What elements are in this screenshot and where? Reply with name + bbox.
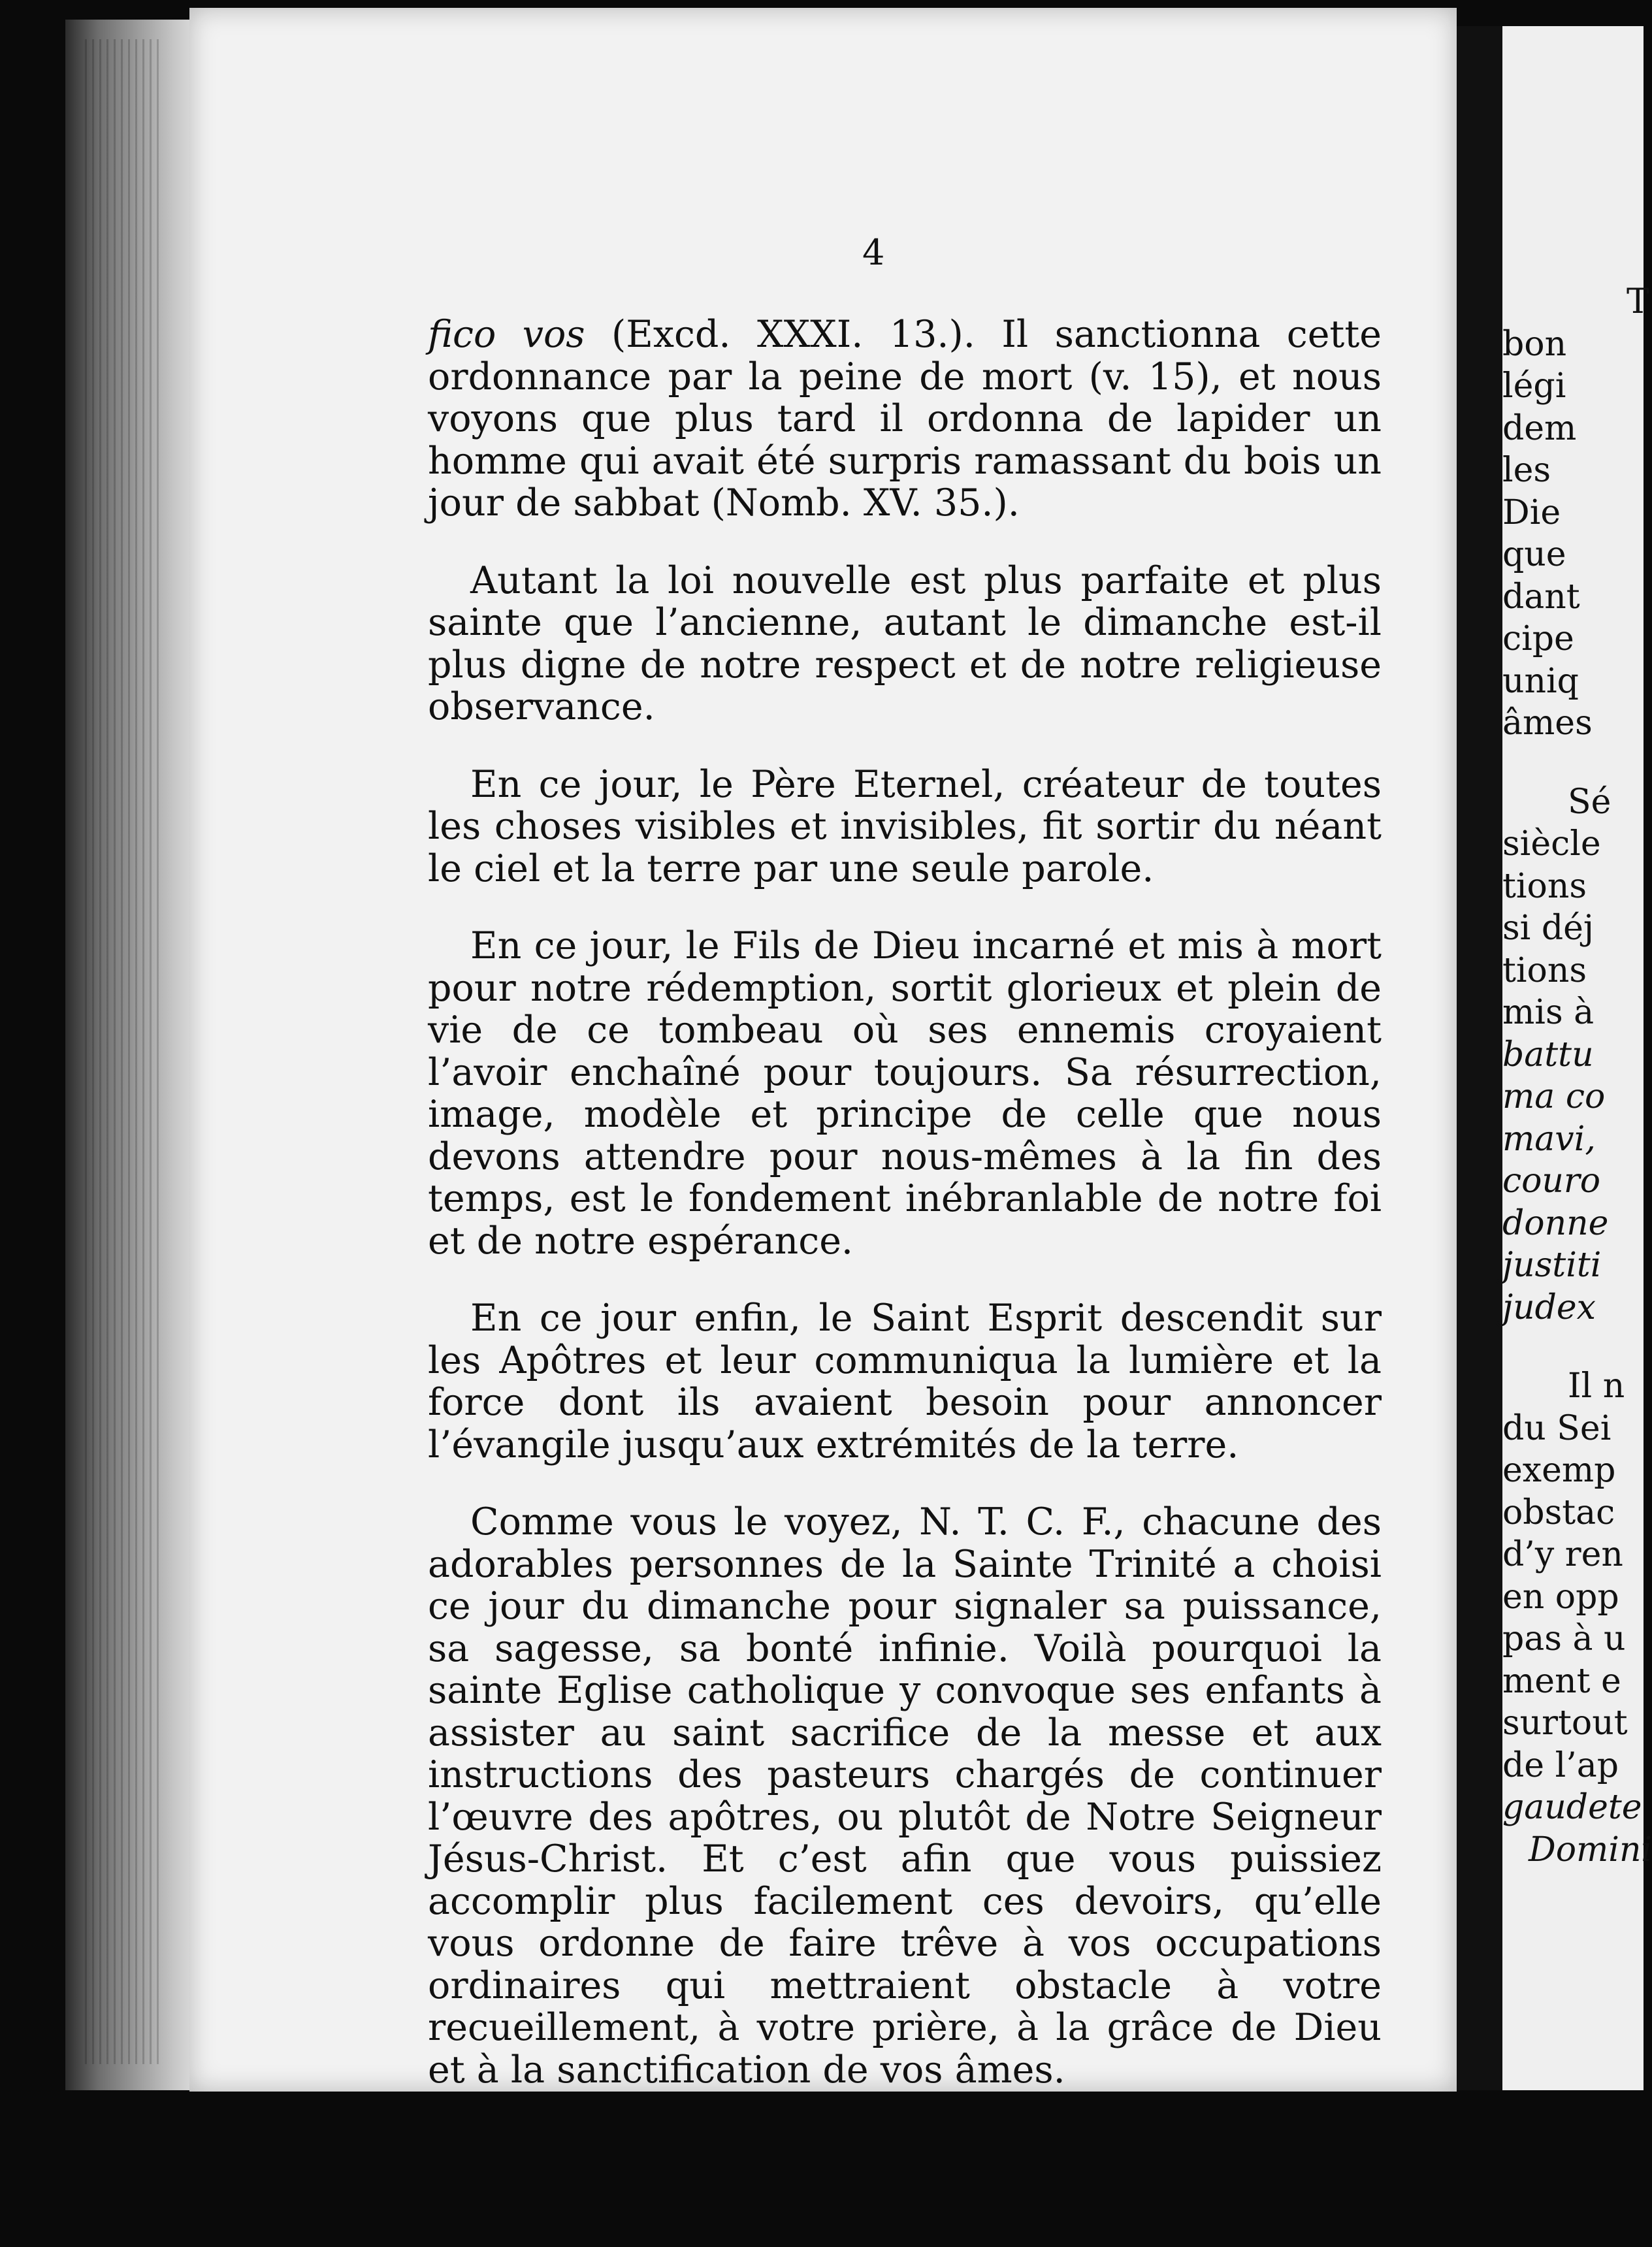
page-edges (85, 39, 163, 2064)
paragraph-3: En ce jour, le Père Eternel, créateur de toutes les choses visibles et invisibles, fit sortir du néant le ciel et la terre par une seule parole. (428, 762, 1382, 890)
rp-line: que (1502, 535, 1566, 574)
rp-line: ment e (1502, 1661, 1621, 1701)
rp-line: tions (1502, 866, 1587, 906)
rp-line: Die (1502, 493, 1561, 532)
rp-line: en opp (1502, 1577, 1619, 1617)
rp-line: judex (1502, 1287, 1596, 1327)
rp-line: siècle (1502, 824, 1601, 864)
rp-line: âmes (1502, 703, 1593, 743)
rp-line: tions (1502, 950, 1587, 990)
rp-line: mis à (1502, 993, 1595, 1032)
rp-line: Sé (1568, 782, 1612, 822)
body-text (428, 314, 1382, 2126)
rp-line: mavi, (1502, 1119, 1596, 1159)
rp-line: donne (1502, 1203, 1609, 1243)
rp-line: d’y ren (1502, 1535, 1623, 1574)
paragraph-1 (428, 314, 1382, 525)
rp-line: pas à u (1502, 1619, 1626, 1658)
rp-line: battu (1502, 1035, 1594, 1075)
book-gutter (1457, 26, 1502, 2090)
paragraph-5: En ce jour enfin, le Saint Esprit descendit sur les Apôtres et leur communiqua la lumière et la force dont ils avaient besoin pour annoncer l’évangile jusqu’aux extrémités de la terre. (428, 1297, 1382, 1466)
right-page-text (1502, 281, 1652, 1871)
rp-line: exemp (1502, 1451, 1616, 1490)
rp-line: dem (1502, 408, 1577, 448)
rp-line: de l’ap (1502, 1745, 1619, 1785)
rp-line: Il n (1568, 1366, 1625, 1406)
page-number: 4 (862, 232, 885, 273)
paragraph-2: Autant la loi nouvelle est plus parfaite et plus sainte que l’ancienne, autant le dimanche est-il plus digne de notre respect et de notre religieuse observance. (428, 558, 1382, 728)
rp-line: Domini (1529, 1830, 1652, 1869)
paragraph-1-text: (Excd. XXXI. 13.). Il sanctionna cette ordonnance par la peine de mort (v. 15), et nous voyons que plus tard il ordonna de lapider un homme qui avait été surpris ramassant du bois un jour de sabbat (Nomb. XV. 35.). (428, 313, 1382, 525)
rp-line: dant (1502, 577, 1580, 617)
rp-line: gaudete (1502, 1788, 1642, 1827)
rp-line: légi (1502, 366, 1566, 406)
rp-line: les (1502, 451, 1551, 490)
lead-italic: fico vos (428, 313, 585, 356)
rp-line: couro (1502, 1161, 1601, 1201)
rp-line: du Sei (1502, 1408, 1612, 1448)
rp-line: justiti (1502, 1246, 1602, 1285)
rp-line: uniq (1502, 661, 1579, 701)
paragraph-6: Comme vous le voyez, N. T. C. F., chacune des adorables personnes de la Sainte Trinité a choisi ce jour du dimanche pour signaler sa puissance, sa sagesse, sa bonté infinie. Voilà pourquoi la sainte Eglise catholique y convoque ses enfants à assister au saint sacrifice de la messe et aux instructions des pasteurs chargés de continuer l’œuvre des apôtres, ou plutôt de Notre Seigneur Jésus-Christ. Et c’est afin que vous puissiez accomplir plus facilement ces devoirs, qu’elle vous ordonne de faire trêve à vos occupations ordinaires qui mettraient obstacle à votre recueillement, à votre prière, à la grâce de Dieu et à la sanctification de vos âmes. (428, 1500, 1382, 2092)
rp-line: bon (1502, 324, 1567, 364)
rp-line: T (1627, 282, 1649, 321)
rp-line: ma co (1502, 1077, 1606, 1116)
rp-line: obstac (1502, 1493, 1615, 1532)
paragraph-4: En ce jour, le Fils de Dieu incarné et mis à mort pour notre rédemption, sortit glorieux et plein de vie de ce tombeau où ses ennemis croyaient l’avoir enchaîné pour toujours. Sa résurrection, image, modèle et principe de celle que nous devons attendre pour nous-mêmes à la fin des temps, est le fondement inébranlable de notre foi et de notre espérance. (428, 924, 1382, 1263)
rp-line: si déj (1502, 909, 1595, 948)
rp-line: cipe (1502, 619, 1574, 658)
rp-line: surtout (1502, 1704, 1628, 1743)
